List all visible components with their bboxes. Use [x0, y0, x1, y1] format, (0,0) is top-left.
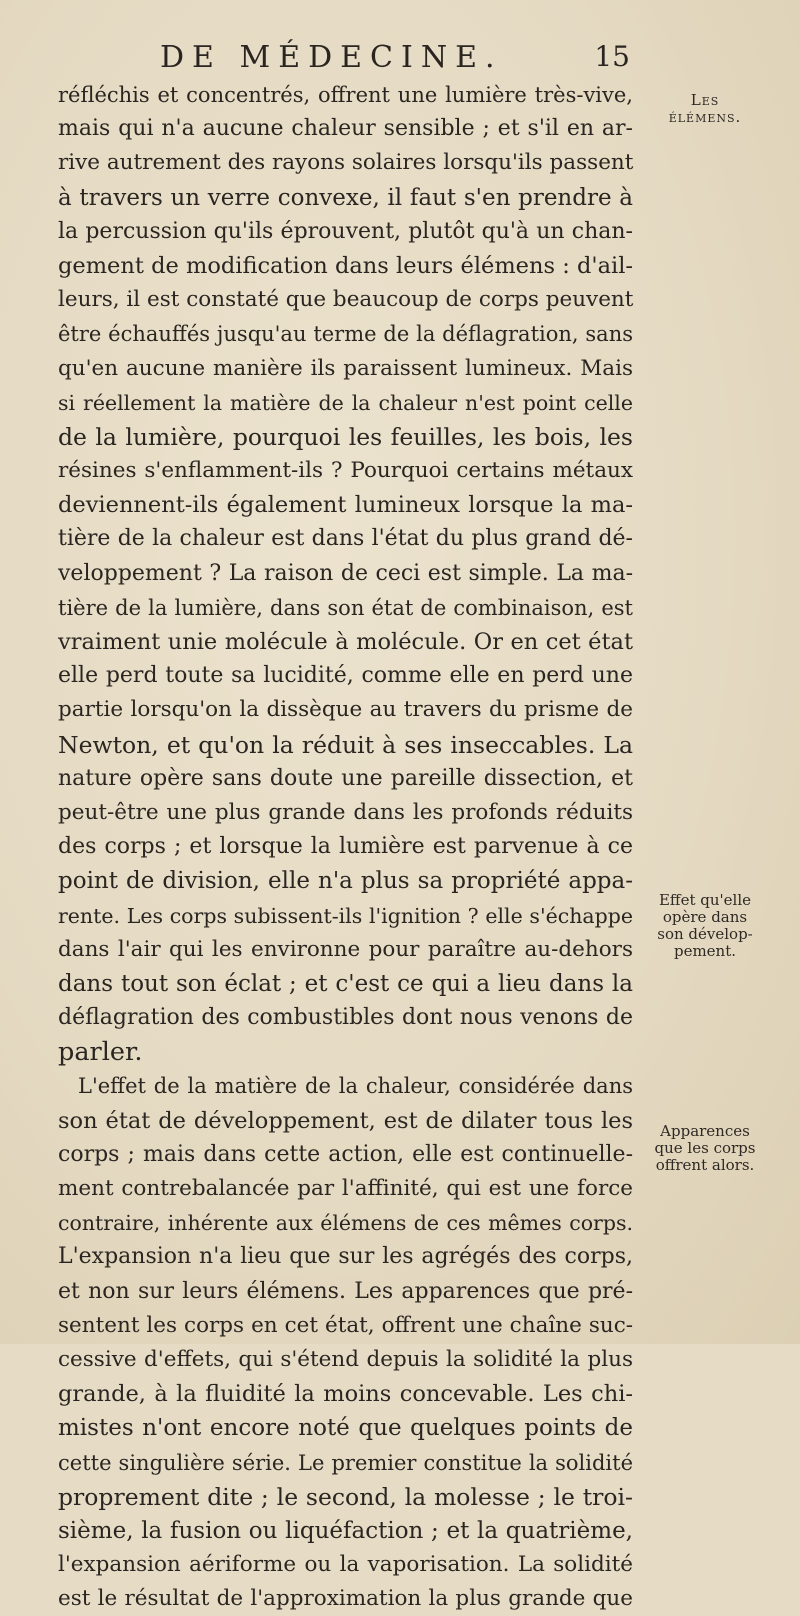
text-line: rive autrement des rayons solaires lorsqu'ils passent: [58, 150, 634, 176]
margin-note-line: Apparences: [660, 1122, 750, 1140]
margin-note-line: Les: [690, 91, 720, 109]
text-line: proprement dite ; le second, la molesse ; le troi-: [58, 1482, 633, 1511]
running-title: DE MÉDECINE.: [160, 40, 503, 75]
margin-note-line: que les corps: [654, 1139, 756, 1157]
text-line: tière de la lumière, dans son état de combinaison, est: [58, 595, 633, 620]
text-line: son état de développement, est de dilater tous les: [58, 1107, 633, 1134]
text-line: l'expansion aériforme ou la vaporisation. La solidité: [58, 1552, 633, 1578]
text-line: corps ; mais dans cette action, elle est continuelle-: [58, 1141, 633, 1167]
text-line: Newton, et qu'on la réduit à ses inseccables. La: [58, 730, 633, 759]
text-line: déflagration des combustibles dont nous venons de: [58, 1005, 633, 1031]
text-line: être échauffés jusqu'au terme de la déflagration, sans: [58, 322, 633, 347]
text-line: réfléchis et concentrés, offrent une lumière très-vive,: [58, 83, 633, 107]
page-number: 15: [594, 40, 630, 73]
text-line: leurs, il est constaté que beaucoup de corps peuvent: [58, 287, 634, 313]
text-line: point de division, elle n'a plus sa propriété appa-: [58, 868, 633, 895]
text-line: si réellement la matière de la chaleur n'est point celle: [58, 390, 633, 415]
text-line: dans l'air qui les environne pour paraître au-dehors: [58, 936, 633, 962]
margin-note-line: Effet qu'elle: [658, 891, 751, 909]
text-line: qu'en aucune manière ils paraissent lumineux. Mais: [58, 355, 633, 381]
margin-note-line: opère dans: [662, 908, 748, 926]
text-line: elle perd toute sa lucidité, comme elle en perd une: [58, 663, 633, 689]
text-line: mistes n'ont encore noté que quelques points de: [58, 1415, 633, 1442]
text-line: mais qui n'a aucune chaleur sensible ; et s'il en ar-: [58, 116, 633, 142]
text-line: tière de la chaleur est dans l'état du plus grand dé-: [58, 526, 633, 552]
text-line: partie lorsqu'on la dissèque au travers du prisme de: [58, 697, 633, 723]
text-line: L'expansion n'a lieu que sur les agrégés des corps,: [58, 1244, 633, 1270]
body-text: [58, 78, 633, 1616]
text-line: dans tout son éclat ; et c'est ce qui a lieu dans la: [58, 970, 633, 997]
margin-note-line: offrent alors.: [655, 1156, 755, 1174]
text-line: nature opère sans doute une pareille dissection, et: [58, 765, 633, 791]
margin-note-line: son dévelop-: [657, 925, 753, 943]
text-line: contraire, inhérente aux élémens de ces mêmes corps.: [58, 1211, 633, 1236]
text-line: rente. Les corps subissent-ils l'ignition ? elle s'échappe: [58, 903, 633, 928]
text-line: cessive d'effets, qui s'étend depuis la solidité la plus: [58, 1346, 633, 1372]
text-line: gement de modification dans leurs élémens : d'ail-: [58, 252, 633, 279]
margin-note-elemens: [650, 92, 760, 126]
text-line: des corps ; et lorsque la lumière est parvenue à ce: [58, 834, 633, 860]
text-line: de la lumière, pourquoi les feuilles, les bois, les: [58, 422, 633, 451]
text-line: peut-être une plus grande dans les profonds réduits: [58, 799, 633, 825]
text-line: sième, la fusion ou liquéfaction ; et la quatrième,: [58, 1517, 633, 1544]
margin-note-line: élémens.: [668, 108, 742, 126]
text-line: à travers un verre convexe, il faut s'en prendre à: [58, 184, 633, 211]
text-line: résines s'enflamment-ils ? Pourquoi certains métaux: [58, 458, 633, 484]
page-header: [60, 40, 630, 80]
text-line: vraiment unie molécule à molécule. Or en cet état: [58, 629, 633, 655]
text-line: deviennent-ils également lumineux lorsque la ma-: [58, 492, 633, 519]
text-line: parler.: [58, 1037, 143, 1068]
text-line: L'effet de la matière de la chaleur, considérée dans: [78, 1074, 633, 1099]
text-line: veloppement ? La raison de ceci est simple. La ma-: [58, 560, 633, 586]
text-line: et non sur leurs élémens. Les apparences que pré-: [58, 1278, 633, 1304]
margin-note-apparences: [650, 1123, 760, 1174]
margin-note-line: pement.: [673, 942, 737, 960]
text-line: sentent les corps en cet état, offrent une chaîne suc-: [58, 1312, 633, 1338]
text-line: ment contrebalancée par l'affinité, qui est une force: [58, 1176, 633, 1201]
text-line: la percussion qu'ils éprouvent, plutôt qu'à un chan-: [58, 218, 633, 244]
text-line: cette singulière série. Le premier constitue la solidité: [58, 1450, 633, 1475]
text-line: grande, à la fluidité la moins concevable. Les chi-: [58, 1381, 633, 1408]
margin-note-effet: [650, 892, 760, 960]
text-line: est le résultat de l'approximation la plus grande que: [58, 1586, 633, 1612]
